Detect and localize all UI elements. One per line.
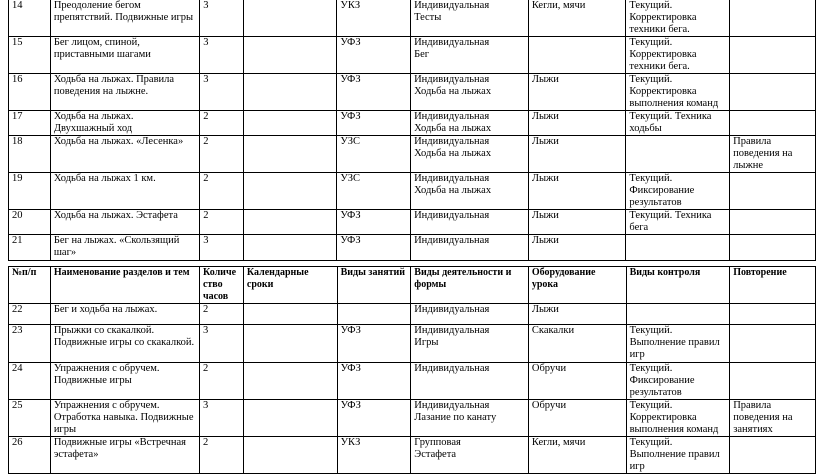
- cell-type: УФЗ: [337, 325, 411, 363]
- cell-topic: Ходьба на лыжах. Правила поведения на лыжне.: [50, 74, 199, 111]
- cell-forms: Групповая Эстафета: [411, 437, 529, 474]
- cell-type: УФЗ: [337, 400, 411, 437]
- cell-repeat: [730, 235, 816, 261]
- cell-equip: Обручи: [528, 363, 626, 400]
- header-num: №п/п: [9, 267, 51, 304]
- header-type: Виды занятий: [337, 267, 411, 304]
- cell-hours: 3: [200, 235, 244, 261]
- cell-hours: 3: [199, 400, 243, 437]
- cell-type: УФЗ: [337, 363, 411, 400]
- cell-dates: [244, 111, 337, 136]
- table-row: [9, 173, 816, 210]
- cell-equip: Лыжи: [528, 173, 626, 210]
- cell-forms: Индивидуальная Бег: [411, 37, 529, 74]
- cell-forms: Индивидуальная Ходьба на лыжах: [411, 74, 529, 111]
- cell-num: 19: [9, 173, 51, 210]
- cell-dates: [244, 235, 337, 261]
- header-control: Виды контроля: [626, 267, 730, 304]
- cell-type: УФЗ: [337, 235, 411, 261]
- cell-control: [626, 304, 730, 325]
- cell-hours: 2: [200, 136, 244, 173]
- cell-type: УФЗ: [337, 111, 411, 136]
- cell-equip: Лыжи: [528, 210, 626, 235]
- cell-control: Текущий. Выполнение правил игр: [626, 437, 730, 474]
- cell-type: УФЗ: [337, 74, 411, 111]
- cell-dates: [244, 37, 337, 74]
- cell-num: 25: [9, 400, 51, 437]
- cell-num: 14: [9, 0, 51, 37]
- cell-num: 20: [9, 210, 51, 235]
- cell-repeat: [730, 210, 816, 235]
- cell-repeat: [730, 0, 816, 37]
- table-row: [9, 325, 816, 363]
- cell-control: Текущий. Техника ходьбы: [626, 111, 730, 136]
- cell-forms: Индивидуальная: [411, 235, 529, 261]
- cell-control: Текущий. Выполнение правил игр: [626, 325, 730, 363]
- cell-repeat: [730, 37, 816, 74]
- cell-control: [626, 136, 730, 173]
- header-equip: Оборудование урока: [528, 267, 626, 304]
- cell-num: 23: [9, 325, 51, 363]
- cell-forms: Индивидуальная Тесты: [411, 0, 529, 37]
- cell-repeat: [730, 363, 816, 400]
- cell-hours: 2: [200, 173, 244, 210]
- cell-repeat: [730, 173, 816, 210]
- cell-topic: Бег лицом, спиной, приставными шагами: [50, 37, 199, 74]
- cell-topic: Ходьба на лыжах. Двухшажный ход: [50, 111, 199, 136]
- cell-hours: 2: [199, 304, 243, 325]
- cell-forms: Индивидуальная Ходьба на лыжах: [411, 173, 529, 210]
- cell-type: УФЗ: [337, 37, 411, 74]
- cell-topic: Ходьба на лыжах. Эстафета: [50, 210, 199, 235]
- cell-num: 17: [9, 111, 51, 136]
- cell-repeat: [730, 111, 816, 136]
- cell-forms: Индивидуальная Ходьба на лыжах: [411, 136, 529, 173]
- cell-dates: [244, 173, 337, 210]
- cell-type: УКЗ: [337, 0, 411, 37]
- cell-type: [337, 304, 411, 325]
- cell-num: 26: [9, 437, 51, 474]
- cell-type: УФЗ: [337, 210, 411, 235]
- cell-forms: Индивидуальная Ходьба на лыжах: [411, 111, 529, 136]
- cell-dates: [243, 400, 337, 437]
- cell-dates: [244, 210, 337, 235]
- cell-equip: Лыжи: [528, 111, 626, 136]
- table-row: [9, 400, 816, 437]
- cell-type: УКЗ: [337, 437, 411, 474]
- table-header-row: [9, 267, 816, 304]
- cell-num: 22: [9, 304, 51, 325]
- cell-dates: [243, 304, 337, 325]
- cell-dates: [243, 325, 337, 363]
- cell-topic: Преодоление бегом препятствий. Подвижные игры: [50, 0, 199, 37]
- cell-control: Текущий. Фиксирование результатов: [626, 173, 730, 210]
- cell-control: Текущий. Корректировка выполнения команд: [626, 400, 730, 437]
- lesson-plan-table-part1: [8, 0, 816, 261]
- cell-repeat: [730, 304, 816, 325]
- cell-topic: Подвижные игры «Встречная эстафета»: [50, 437, 199, 474]
- cell-equip: Лыжи: [528, 304, 626, 325]
- table-row: [9, 437, 816, 474]
- cell-topic: Бег и ходьба на лыжах.: [50, 304, 199, 325]
- cell-topic: Упражнения с обручем. Отработка навыка. Подвижные игры: [50, 400, 199, 437]
- cell-dates: [243, 363, 337, 400]
- table-row: [9, 363, 816, 400]
- cell-hours: 3: [200, 0, 244, 37]
- cell-hours: 2: [200, 210, 244, 235]
- cell-topic: Ходьба на лыжах 1 км.: [50, 173, 199, 210]
- cell-forms: Индивидуальная Лазание по канату: [411, 400, 529, 437]
- cell-repeat: Правила поведения на лыжне: [730, 136, 816, 173]
- cell-topic: Бег на лыжах. «Скользящий шаг»: [50, 235, 199, 261]
- header-dates: Календарные сроки: [243, 267, 337, 304]
- cell-num: 15: [9, 37, 51, 74]
- cell-type: УЗС: [337, 173, 411, 210]
- cell-num: 16: [9, 74, 51, 111]
- cell-equip: Лыжи: [528, 74, 626, 111]
- cell-equip: Обручи: [528, 400, 626, 437]
- cell-equip: Лыжи: [528, 235, 626, 261]
- cell-control: Текущий. Техника бега: [626, 210, 730, 235]
- cell-equip: Лыжи: [528, 136, 626, 173]
- table-row: [9, 304, 816, 325]
- cell-hours: 3: [199, 325, 243, 363]
- table-row: [9, 0, 816, 37]
- cell-control: [626, 235, 730, 261]
- table-row: [9, 235, 816, 261]
- cell-hours: 3: [200, 37, 244, 74]
- cell-num: 18: [9, 136, 51, 173]
- header-hours: Количе ство часов: [199, 267, 243, 304]
- cell-equip: [528, 37, 626, 74]
- cell-dates: [243, 437, 337, 474]
- cell-topic: Упражнения с обручем. Подвижные игры: [50, 363, 199, 400]
- table-row: [9, 210, 816, 235]
- cell-repeat: Правила поведения на занятиях: [730, 400, 816, 437]
- cell-equip: Кегли, мячи: [528, 437, 626, 474]
- cell-forms: Индивидуальная: [411, 304, 529, 325]
- table-row: [9, 111, 816, 136]
- cell-dates: [244, 0, 337, 37]
- table-row: [9, 136, 816, 173]
- lesson-plan-table-part2: [8, 266, 816, 474]
- cell-hours: 2: [199, 437, 243, 474]
- cell-num: 21: [9, 235, 51, 261]
- header-repeat: Повторение: [730, 267, 816, 304]
- header-forms: Виды деятельности и формы: [411, 267, 529, 304]
- cell-forms: Индивидуальная: [411, 210, 529, 235]
- cell-topic: Прыжки со скакалкой. Подвижные игры со скакалкой.: [50, 325, 199, 363]
- table-row: [9, 37, 816, 74]
- header-topic: Наименование разделов и тем: [50, 267, 199, 304]
- cell-control: Текущий. Фиксирование результатов: [626, 363, 730, 400]
- cell-repeat: [730, 325, 816, 363]
- cell-type: УЗС: [337, 136, 411, 173]
- cell-forms: Индивидуальная: [411, 363, 529, 400]
- cell-control: Текущий. Корректировка выполнения команд: [626, 74, 730, 111]
- cell-repeat: [730, 74, 816, 111]
- cell-topic: Ходьба на лыжах. «Лесенка»: [50, 136, 199, 173]
- cell-num: 24: [9, 363, 51, 400]
- cell-equip: Скакалки: [528, 325, 626, 363]
- cell-hours: 2: [199, 363, 243, 400]
- cell-forms: Индивидуальная Игры: [411, 325, 529, 363]
- cell-control: Текущий. Корректировка техники бега.: [626, 0, 730, 37]
- cell-equip: Кегли, мячи: [528, 0, 626, 37]
- table-row: [9, 74, 816, 111]
- cell-repeat: [730, 437, 816, 474]
- cell-dates: [244, 136, 337, 173]
- cell-hours: 3: [200, 74, 244, 111]
- cell-control: Текущий. Корректировка техники бега.: [626, 37, 730, 74]
- cell-hours: 2: [200, 111, 244, 136]
- cell-dates: [244, 74, 337, 111]
